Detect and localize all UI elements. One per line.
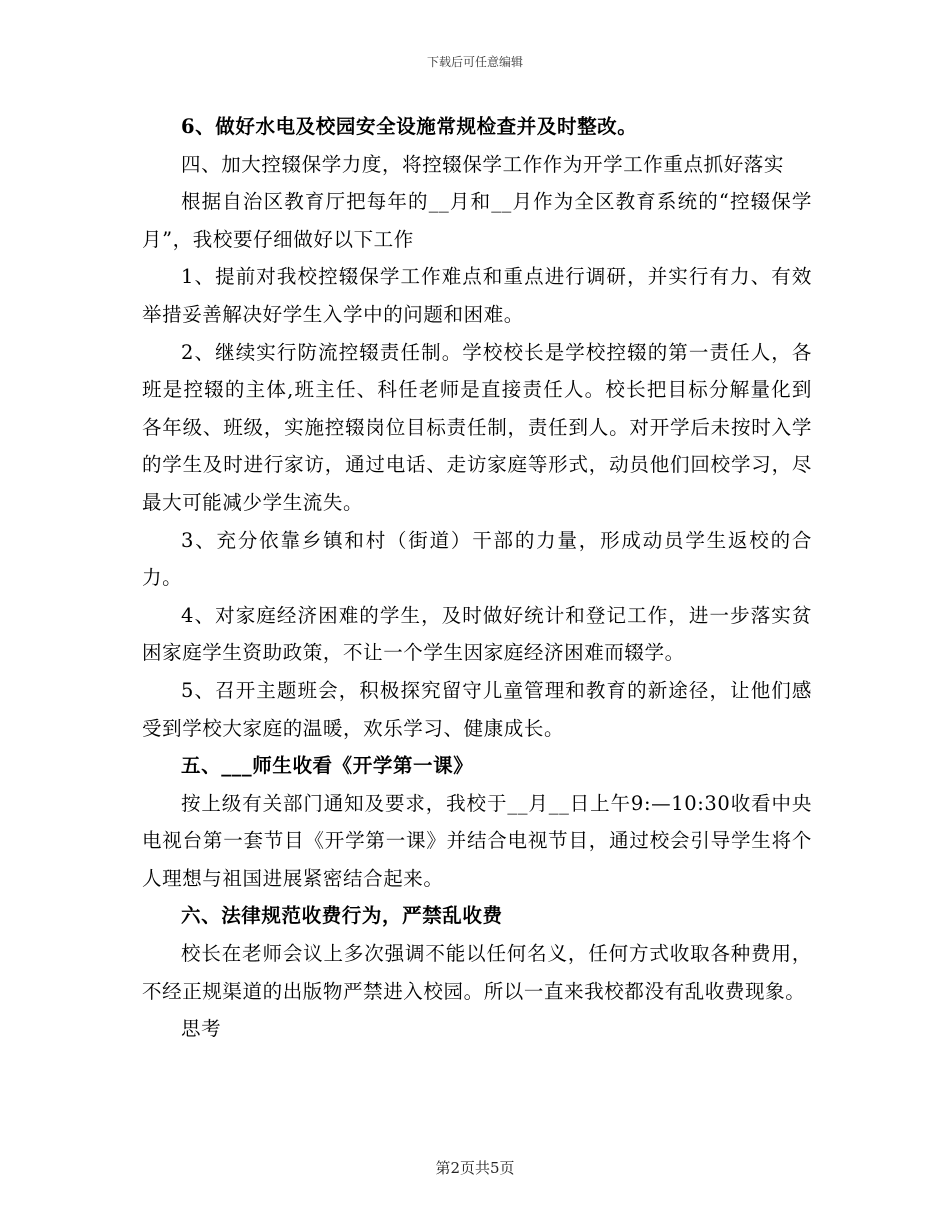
section-heading-4: 四、加大控辍保学力度，将控辍保学工作作为开学工作重点抓好落实 (181, 152, 785, 176)
paragraph-reflection: 思考 (181, 1017, 222, 1041)
section-heading-6: 六、法律规范收费行为，严禁乱收费 (181, 904, 503, 928)
paragraph-item-1: 1、提前对我校控辍保学工作难点和重点进行调研，并实行有力、有效举措妥善解决好学生入学中的问题和困难。 (142, 265, 812, 326)
page-header: 下载后可任意编辑 (426, 55, 523, 69)
paragraph-item-6: 6、做好水电及校园安全设施常规检查并及时整改。 (181, 115, 638, 138)
page-footer: 第2页共5页 (435, 1159, 515, 1177)
paragraph-item-4: 4、对家庭经济困难的学生，及时做好统计和登记工作，进一步落实贫困家庭学生资助政策，不让一个学生因家庭经济困难而辍学。 (142, 603, 812, 665)
paragraph-broadcast: 按上级有关部门通知及要求，我校于__月__日上午9:—10:30收看中央电视台第一套节目《开学第一课》并结合电视节目，通过校会引导学生将个人理想与祖国进展紧密结合起来。 (142, 791, 812, 890)
document-body (142, 108, 812, 1048)
paragraph-fees: 校长在老师会议上多次强调不能以任何名义，任何方式收取各种费用，不经正规渠道的出版物严禁进入校园。所以一直来我校都没有乱收费现象。 (142, 942, 812, 1003)
paragraph-item-5: 5、召开主题班会，积极探究留守儿童管理和教育的新途径，让他们感受到学校大家庭的温暖，欢乐学习、健康成长。 (142, 678, 812, 740)
section-heading-5: 五、___师生收看《开学第一课》 (181, 754, 474, 778)
paragraph-intro: 根据自治区教育厅把每年的__月和__月作为全区教育系统的“控辍保学月”，我校要仔细做好以下工作 (142, 190, 812, 251)
paragraph-item-2: 2、继续实行防流控辍责任制。学校校长是学校控辍的第一责任人，各班是控辍的主体,班主任、科任老师是直接责任人。校长把目标分解量化到各年级、班级，实施控辍岗位目标责任制，责任到人。对开学后未按时入学的学生及时进行家访，通过电话、走访家庭等形式，动员他们回校学习，尽最大可能减少学生流失。 (142, 340, 812, 514)
paragraph-item-3: 3、充分依靠乡镇和村（街道）干部的力量，形成动员学生返校的合力。 (142, 528, 812, 590)
